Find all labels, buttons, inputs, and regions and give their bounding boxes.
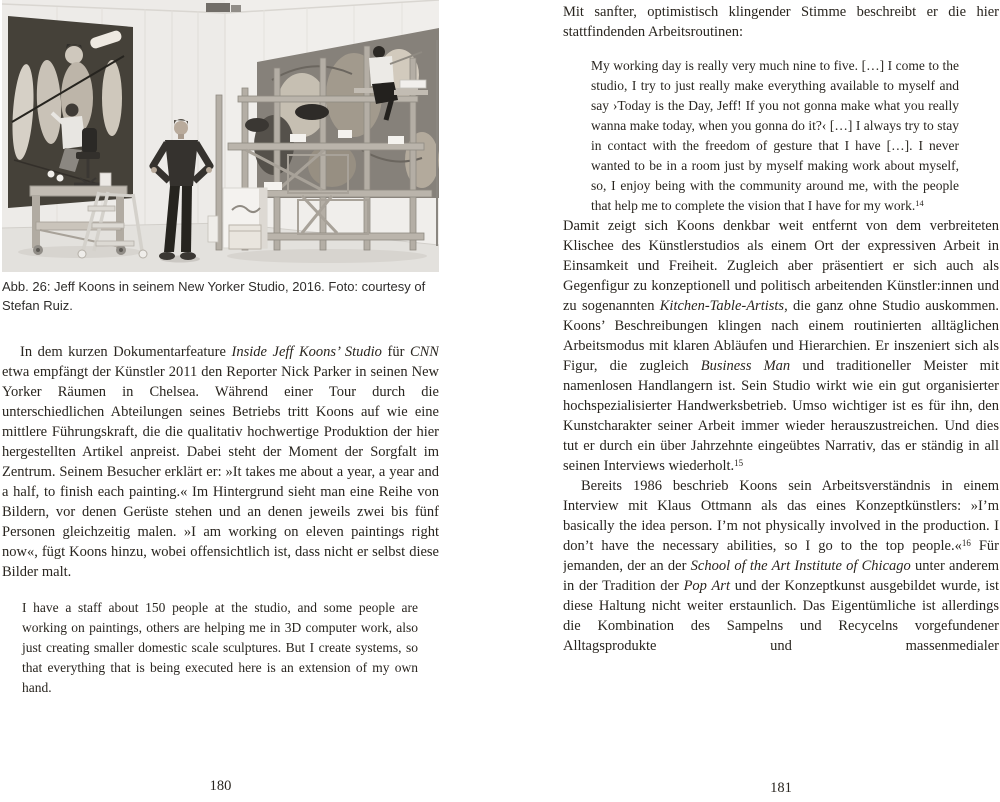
- paragraph-bereits-1986: Bereits 1986 beschrieb Koons sein Arbeitsverständnis in einem Interview mit Klaus Ottmann als das eines Konzeptkünstlers: »I’m basically the idea person. I’m not physically involved in the production. I don’t have the necessary abilities, so I go to the top people.«$^{16}$ Für jemanden, der an der School of the Art Institute of Chicago unter anderem in der Tradition der Pop Art und der Konzeptkunst ausgebildet wurde, ist diese Haltung nicht weiter erstaunlich. Das Eigentümliche ist allerdings die Kombination des Sampelns und Recycelns vorgefundener Alltagsprodukte und massenmedialer: [563, 478, 999, 654]
- page-right: [563, 0, 999, 802]
- figure-abb-26: [2, 0, 439, 315]
- studio-photo: [2, 0, 439, 272]
- page-left: [2, 0, 439, 800]
- paragraph-dokumentarfeature: In dem kurzen Dokumentarfeature Inside Jeff Koons’ Studio für CNN etwa empfängt der Künstler 2011 den Reporter Nick Parker in seinen New Yorker Räumen in Chelsea. Während einer Tour durch die unterschiedlichen Abteilungen seines Betriebs tritt Koons auf wie eine mittlere Führungskraft, die die qualitativ hochwertige Produktion der hier hergestellten Artikel anpreist. Dabei steht der Moment der Sorgfalt im Zentrum. Seinem Besucher erklärt er: »It takes me about a year, a year and a half, to finish each painting.« Im Hintergrund sieht man eine Reihe von Bildern, vor denen Gerüste stehen und an denen jeweils zwei bis fünf Personen gleichzeitig malen. »I am working on eleven paintings right now«, fügt Koons hinzu, wobei offensichtlich ist, dass nicht er selbst diese Bilder malt.: [2, 344, 439, 580]
- block-quote-working-day: My working day is really very much nine to five. […] I come to the studio, I try to just really make everything available to myself and say ›Today is the Day, Jeff! If you not gonna make what you really wanna make today, when you gonna do it?‹ […] I always try to stay in contact with the freedom of gesture that I have […]. I never wanted to be in a room just by myself making work about myself, so, I enjoy being with the community around me, with the people that help me to complete the vision that I have for my work.$^{14}$: [591, 58, 959, 213]
- studio-photo-illustration: [2, 0, 439, 272]
- paragraph-intro: Mit sanfter, optimistisch klingender Stimme beschreibt er die hier stattfindenden Arbeitsroutinen:: [563, 4, 999, 40]
- figure-caption: Abb. 26: Jeff Koons in seinem New Yorker Studio, 2016. Foto: courtesy of Stefan Ruiz.: [2, 279, 426, 313]
- page-number-left: 180: [209, 778, 232, 794]
- paragraph-klischee: Damit zeigt sich Koons denkbar weit entfernt von dem verbreiteten Klischee des Künstlerstudios als einem Ort der expressiven Arbeit in Einsamkeit und Freiheit. Zugleich aber präsentiert er sich auch als Gegenfigur zu konzeptionell und politisch arbeitenden Künstler:innen und zu sogenannten Kitchen-Table-Artists, die ganz ohne Studio auskommen. Koons’ Beschreibungen klingen nach einem routinierten alltäglichen Arbeitsmodus mit klaren Abläufen und Hierarchien. Er inszeniert sich als Figur, die zugleich Business Man und traditioneller Meister mit namenlosen Handlangern ist. Sein Studio wirkt wie ein gut organisierter hochspezialisierter Handwerksbetrieb. Umso wichtiger ist es für ihn, den Kunstcharakter seiner Arbeit immer wieder herauszustreichen. Und dies tut er durch ein über Jahrzehnte eingeübtes Narrativ, das er ständig in all seinen Interviews wiederholt.$^{15}$: [563, 218, 999, 474]
- block-quote-staff: I have a staff about 150 people at the studio, and some people are working on paintings, others are helping me in 3D computer work, also just creating smaller domestic scale sculptures. But I create systems, so that everything that is being executed here is an extension of my own hand.: [22, 600, 418, 695]
- page-number-right: 181: [770, 780, 792, 796]
